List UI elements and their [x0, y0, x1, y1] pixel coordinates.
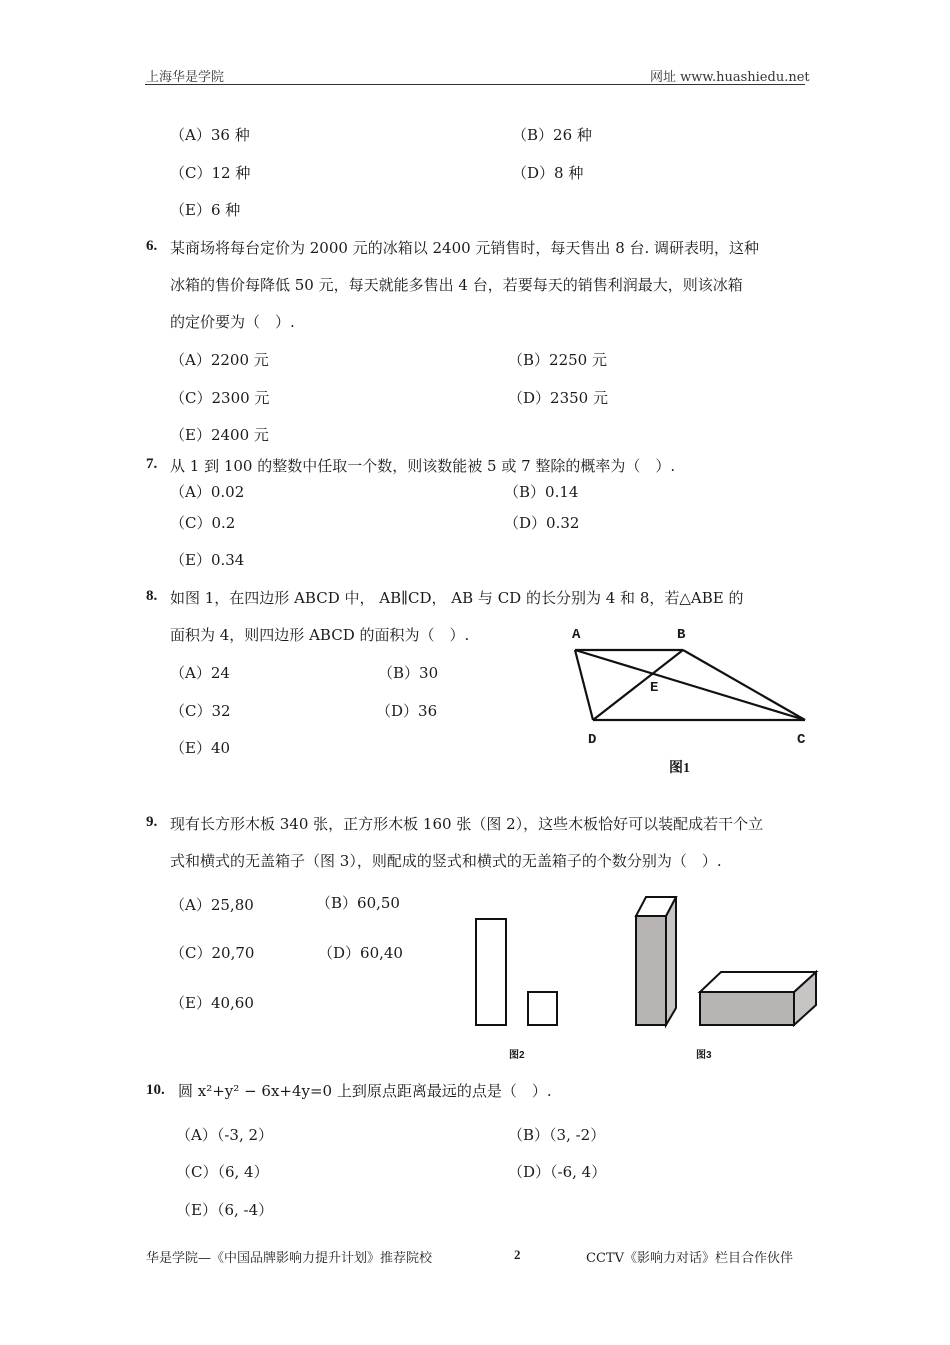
- header-right[interactable]: 网址 www.huashiedu.net: [650, 70, 810, 85]
- figure-3-boxes: [628, 888, 823, 1033]
- q6-number: 6.: [146, 238, 158, 254]
- vertical-box-side: [666, 897, 676, 1025]
- figure-2-boards: [470, 912, 565, 1032]
- q6-option-e: （E）2400 元: [170, 426, 269, 444]
- figure-3-caption: 图3: [696, 1050, 712, 1061]
- square-board: [528, 992, 557, 1025]
- q8-line-1: 如图 1，在四边形 ABCD 中， AB∥CD， AB 与 CD 的长分别为 4 和 8，若△ABE 的: [170, 589, 744, 607]
- q5-option-e: （E）6 种: [170, 201, 241, 219]
- header-left: 上海华是学院: [146, 70, 225, 85]
- q9-option-d: （D）60,40: [318, 944, 403, 962]
- q9-option-b: （B）60,50: [316, 894, 400, 912]
- q7-option-d: （D）0.32: [504, 514, 580, 532]
- segment-bc: [683, 650, 805, 720]
- q9-number: 9.: [146, 814, 158, 830]
- figure-2-caption: 图2: [509, 1050, 525, 1061]
- page-number: 2: [514, 1247, 521, 1262]
- q8-option-e: （E）40: [170, 739, 231, 757]
- footer-left: 华是学院—《中国品牌影响力提升计划》推荐院校: [146, 1251, 433, 1266]
- q9-option-e: （E）40,60: [170, 994, 254, 1012]
- label-e: E: [650, 680, 659, 696]
- q8-option-a: （A）24: [170, 664, 230, 682]
- vertical-box-front: [636, 916, 666, 1025]
- q6-line-2: 冰箱的售价每降低 50 元，每天就能多售出 4 台，若要每天的销售利润最大，则该冰箱: [170, 276, 743, 294]
- q7-option-c: （C）0.2: [170, 514, 236, 532]
- q9-option-a: （A）25,80: [170, 896, 254, 914]
- q6-option-d: （D）2350 元: [508, 389, 608, 407]
- q10-number: 10.: [146, 1082, 165, 1098]
- q10-option-e: （E）（6, -4）: [176, 1201, 274, 1219]
- q8-option-d: （D）36: [376, 702, 438, 720]
- q5-option-c: （C）12 种: [170, 164, 251, 182]
- figure-1-trapezoid: [565, 625, 815, 775]
- q8-line-2: 面积为 4，则四边形 ABCD 的面积为（ ）.: [170, 626, 470, 644]
- q8-option-c: （C）32: [170, 702, 231, 720]
- label-d: D: [588, 732, 597, 748]
- q10-option-d: （D）（-6, 4）: [508, 1163, 607, 1181]
- footer-right: CCTV《影响力对话》栏目合作伙伴: [586, 1251, 793, 1266]
- header-rule: [145, 84, 805, 85]
- q6-option-b: （B）2250 元: [508, 351, 607, 369]
- q6-option-c: （C）2300 元: [170, 389, 270, 407]
- horizontal-box-front: [700, 992, 794, 1025]
- q9-line-2: 式和横式的无盖箱子（图 3），则配成的竖式和横式的无盖箱子的个数分别为（ ）.: [170, 852, 722, 870]
- q7-option-a: （A）0.02: [170, 483, 245, 501]
- q10-text: 圆 x²+y² − 6x+4y=0 上到原点距离最远的点是（ ）.: [178, 1082, 552, 1100]
- q10-option-c: （C）（6, 4）: [176, 1163, 269, 1181]
- q5-option-a: （A）36 种: [170, 126, 250, 144]
- q9-option-c: （C）20,70: [170, 944, 255, 962]
- label-c: C: [797, 732, 806, 748]
- q8-option-b: （B）30: [378, 664, 439, 682]
- q6-line-1: 某商场将每台定价为 2000 元的冰箱以 2400 元销售时，每天售出 8 台. 调研表明，这种: [170, 239, 760, 257]
- q9-line-1: 现有长方形木板 340 张，正方形木板 160 张（图 2），这些木板恰好可以装配成若干个立: [170, 815, 764, 833]
- q5-option-b: （B）26 种: [512, 126, 592, 144]
- horizontal-box-top: [700, 972, 816, 992]
- q8-number: 8.: [146, 588, 158, 604]
- q6-line-3: 的定价要为（ ）.: [170, 313, 295, 331]
- q10-option-a: （A）（-3, 2）: [176, 1126, 274, 1144]
- rectangular-board: [476, 919, 506, 1025]
- q7-option-b: （B）0.14: [504, 483, 579, 501]
- q10-option-b: （B）（3, -2）: [508, 1126, 606, 1144]
- q5-option-d: （D）8 种: [512, 164, 584, 182]
- q7-option-e: （E）0.34: [170, 551, 245, 569]
- figure-1-caption: 图1: [669, 761, 690, 776]
- label-b: B: [677, 627, 686, 643]
- segment-ad: [575, 650, 593, 720]
- diagonal-ac: [575, 650, 805, 720]
- q7-text: 从 1 到 100 的整数中任取一个数，则该数能被 5 或 7 整除的概率为（ ）.: [170, 457, 676, 475]
- label-a: A: [572, 627, 581, 643]
- q7-number: 7.: [146, 456, 158, 472]
- q6-option-a: （A）2200 元: [170, 351, 269, 369]
